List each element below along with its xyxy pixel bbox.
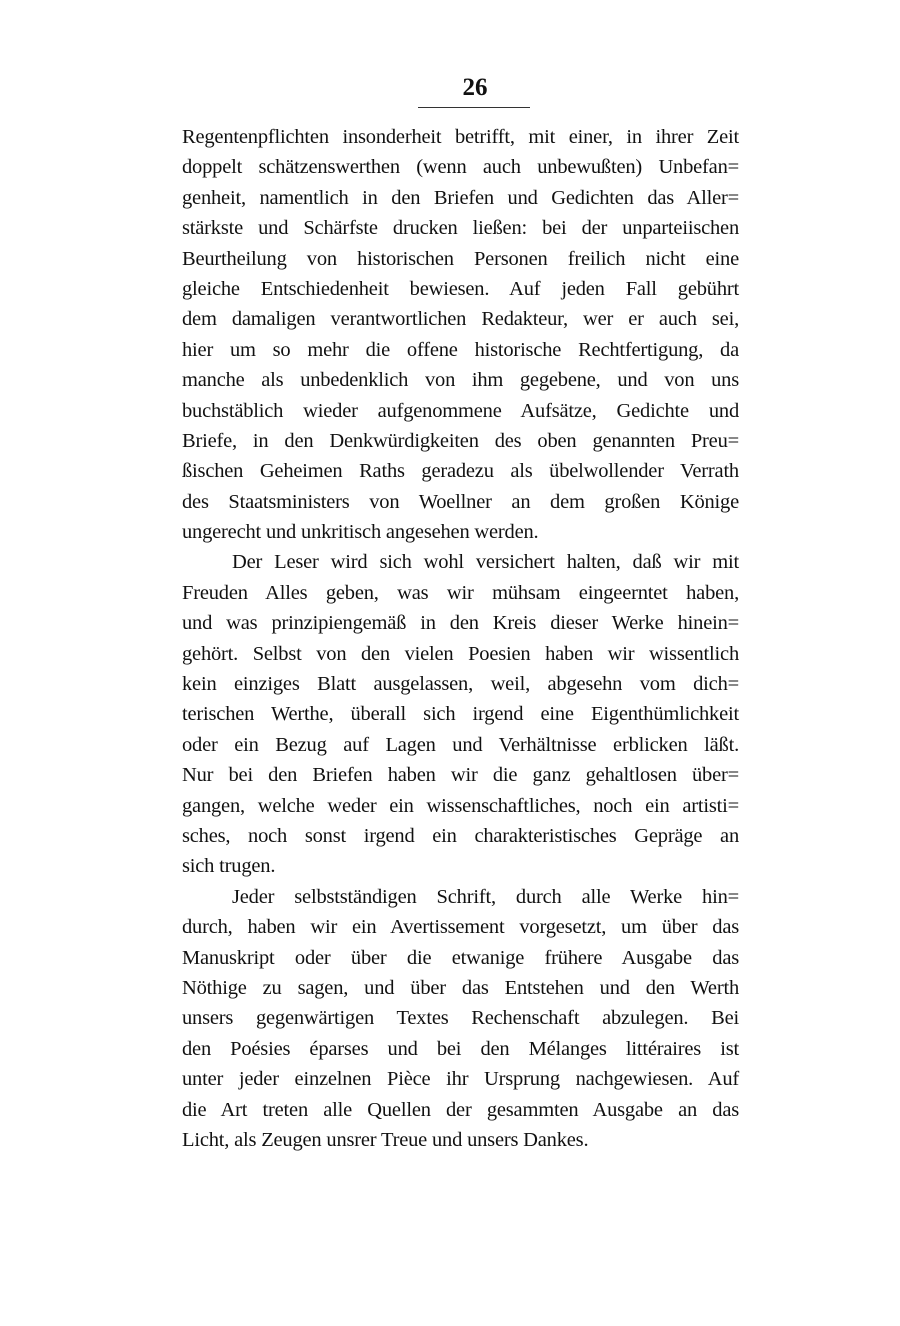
- text-line: Nöthige zu sagen, und über das Entstehen und den Werth: [182, 976, 739, 999]
- text-line: Regentenpflichten insonderheit betrifft, mit einer, in ihrer Zeit: [182, 126, 739, 148]
- text-line: durch, haben wir ein Avertissement vorgesetzt, um über das: [182, 916, 739, 939]
- text-line: stärkste und Schärfste drucken ließen: bei der unparteiischen: [182, 217, 739, 240]
- text-line: unter jeder einzelnen Pièce ihr Ursprung nachgewiesen. Auf: [182, 1068, 739, 1091]
- text-line: terischen Werthe, überall sich irgend eine Eigenthümlichkeit: [182, 703, 739, 726]
- text-line: Manuskript oder über die etwanige frühere Ausgabe das: [182, 946, 739, 969]
- text-line: doppelt schätzenswerthen (wenn auch unbewußten) Unbefan=: [182, 156, 739, 179]
- paragraph-start-line: Jeder selbstständigen Schrift, durch alle Werke hin=: [232, 885, 739, 908]
- body-text: [182, 122, 739, 1155]
- text-line: ungerecht und unkritisch angesehen werden.: [182, 521, 539, 544]
- text-line: gleiche Entschiedenheit bewiesen. Auf jeden Fall gebührt: [182, 277, 739, 300]
- text-line: des Staatsministers von Woellner an dem großen Könige: [182, 490, 739, 513]
- text-line: Beurtheilung von historischen Personen freilich nicht eine: [182, 247, 739, 270]
- text-line: dem damaligen verantwortlichen Redakteur, wer er auch sei,: [182, 308, 739, 331]
- header-rule: [418, 107, 530, 108]
- text-line: sich trugen.: [182, 855, 276, 878]
- text-line: die Art treten alle Quellen der gesammten Ausgabe an das: [182, 1098, 739, 1121]
- text-line: ßischen Geheimen Raths geradezu als übelwollender Verrath: [182, 460, 739, 483]
- text-line: unsers gegenwärtigen Textes Rechenschaft abzulegen. Bei: [182, 1007, 739, 1030]
- text-line: gangen, welche weder ein wissenschaftliches, noch ein artisti=: [182, 794, 739, 817]
- text-line: buchstäblich wieder aufgenommene Aufsätze, Gedichte und: [182, 399, 739, 422]
- text-line: den Poésies éparses und bei den Mélanges littéraires ist: [182, 1037, 739, 1060]
- text-line: Nur bei den Briefen haben wir die ganz gehaltlosen über=: [182, 764, 739, 787]
- text-line: oder ein Bezug auf Lagen und Verhältnisse erblicken läßt.: [182, 733, 739, 756]
- text-line: und was prinzipiengemäß in den Kreis dieser Werke hinein=: [182, 612, 739, 635]
- text-line: Freuden Alles geben, was wir mühsam eingeerntet haben,: [182, 581, 739, 604]
- text-line: sches, noch sonst irgend ein charakteristisches Gepräge an: [182, 824, 739, 847]
- paragraph-start-line: Der Leser wird sich wohl versichert halten, daß wir mit: [232, 551, 739, 574]
- text-line: hier um so mehr die offene historische Rechtfertigung, da: [182, 338, 739, 361]
- text-line: manche als unbedenklich von ihm gegebene, und von uns: [182, 369, 739, 392]
- text-line: genheit, namentlich in den Briefen und Gedichten das Aller=: [182, 186, 739, 209]
- text-line: kein einziges Blatt ausgelassen, weil, abgesehn vom dich=: [182, 673, 739, 696]
- text-line: gehört. Selbst von den vielen Poesien haben wir wissentlich: [182, 642, 739, 665]
- page-number: 26: [462, 74, 488, 101]
- text-line: Briefe, in den Denkwürdigkeiten des oben genannten Preu=: [182, 429, 739, 452]
- text-line: Licht, als Zeugen unsrer Treue und unsers Dankes.: [182, 1128, 589, 1151]
